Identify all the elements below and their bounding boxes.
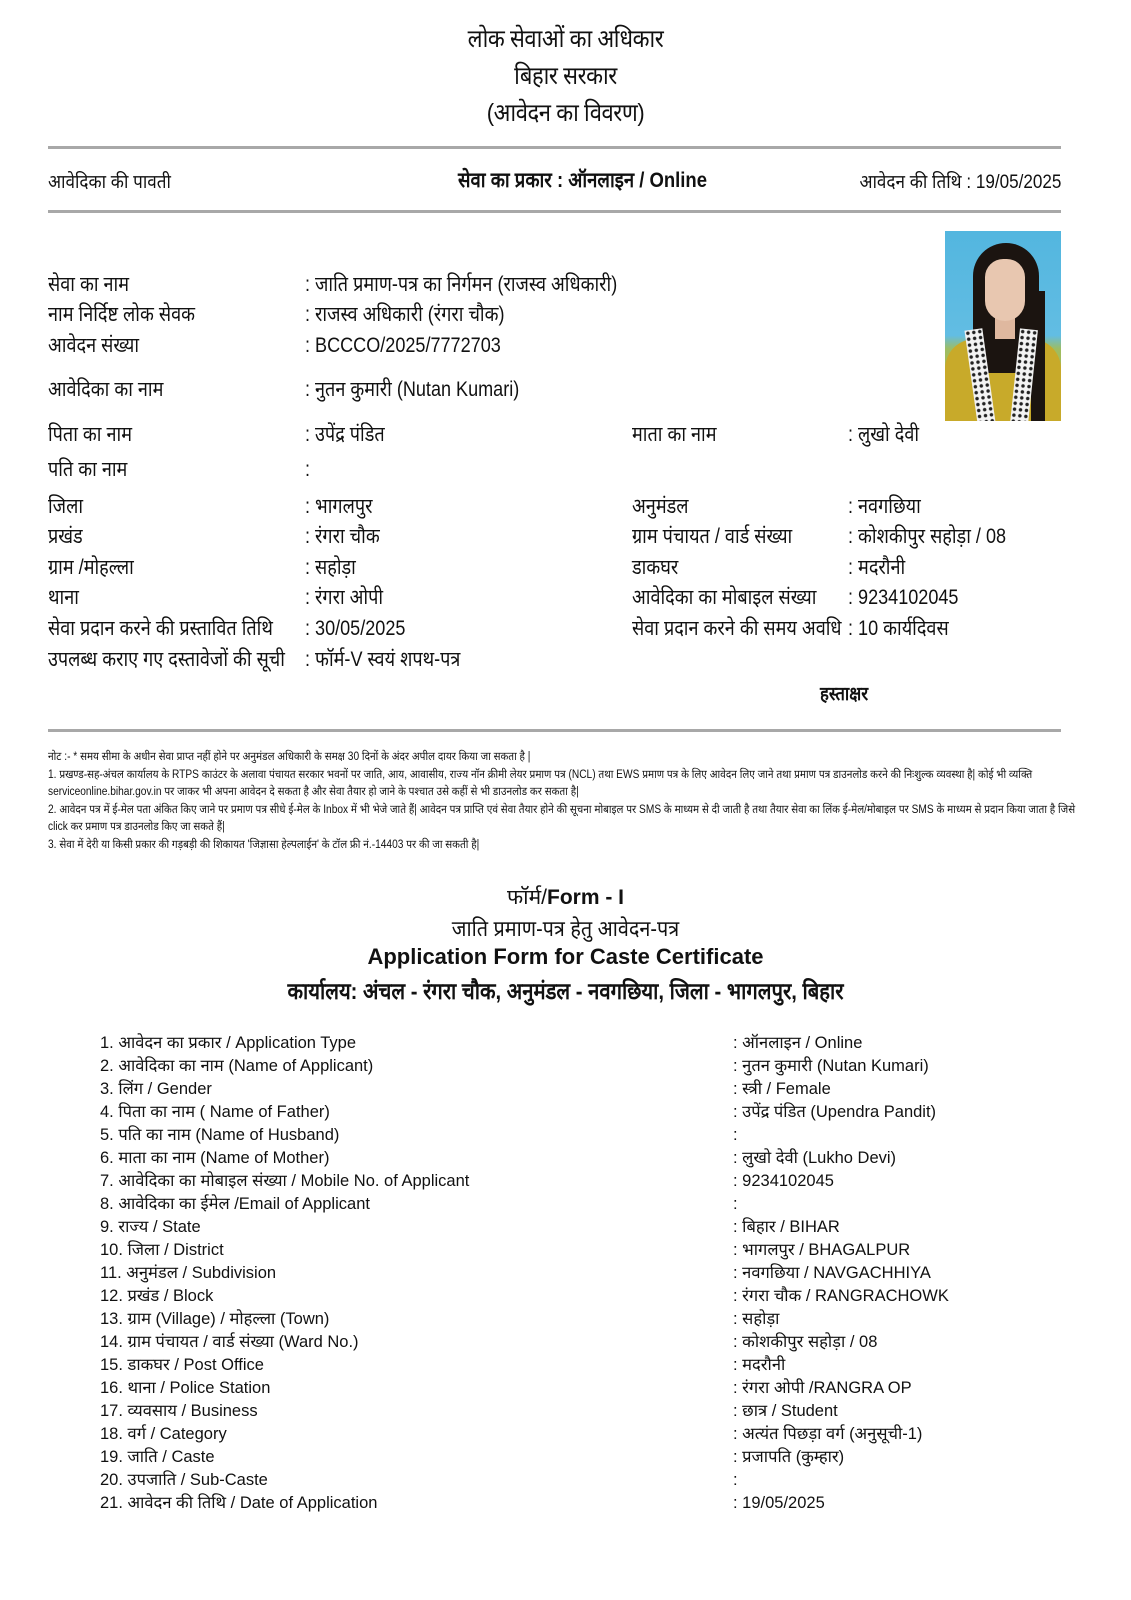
signature-label: हस्ताक्षर bbox=[820, 684, 869, 705]
service-name-value: : जाति प्रमाण-पत्र का निर्गमन (राजस्व अधिकारी) bbox=[305, 273, 618, 296]
applicant-name-value: : नुतन कुमारी (Nutan Kumari) bbox=[305, 378, 520, 401]
form-row-label: 13. ग्राम (Village) / मोहल्ला (Town) bbox=[100, 1310, 330, 1328]
village-value: : सहोड़ा bbox=[305, 556, 356, 579]
father-name-value: : उपेंद्र पंडित bbox=[305, 423, 385, 446]
form-row bbox=[100, 1354, 1060, 1377]
form-row bbox=[100, 1423, 1060, 1446]
form-row bbox=[100, 1147, 1060, 1170]
form-subtitle-hindi: जाति प्रमाण-पत्र हेतु आवेदन-पत्र bbox=[451, 916, 680, 941]
form-row bbox=[100, 1216, 1060, 1239]
notes-section bbox=[48, 749, 1076, 854]
form-row-label: 18. वर्ग / Category bbox=[100, 1425, 227, 1443]
form-row-value: : मदरौनी bbox=[733, 1356, 786, 1374]
form-row-value: : बिहार / BIHAR bbox=[733, 1218, 840, 1236]
form-row-value: : bbox=[733, 1195, 738, 1213]
form-row bbox=[100, 1377, 1060, 1400]
header-title: लोक सेवाओं का अधिकार bbox=[467, 25, 664, 53]
form-row bbox=[100, 1055, 1060, 1078]
form-office: कार्यालय: अंचल - रंगरा चौक, अनुमंडल - नवगछिया, जिला - भागलपुर, बिहार bbox=[287, 978, 844, 1004]
note-1: 1. प्रखण्ड-सह-अंचल कार्यालय के RTPS काउंटर के अलावा पंचायत सरकार भवनों पर जाति, आय, आवासीय, राज्य नॉन क्रीमी लेयर प्रमाण पत्र (NCL) तथा EWS प्रमाण पत्र के लिए आवेदन लिए जाने तथा प्रमाण पत्र डाउनलोड करने की निःशुल्क व्यवस्था है| कोई भी व्यक्ति bbox=[48, 768, 1033, 781]
form-row-value: : रंगरा चौक / RANGRACHOWK bbox=[733, 1287, 949, 1305]
district-label: जिला bbox=[48, 495, 84, 518]
district-value: : भागलपुर bbox=[305, 495, 373, 518]
form-title bbox=[0, 883, 1131, 911]
husband-name-label: पति का नाम bbox=[48, 458, 128, 481]
form-row-label: 1. आवेदन का प्रकार / Application Type bbox=[100, 1034, 357, 1052]
form-row bbox=[100, 1193, 1060, 1216]
form-row-value: : ऑनलाइन / Online bbox=[733, 1034, 863, 1052]
form-fields-list bbox=[100, 1032, 1060, 1515]
form-row bbox=[100, 1400, 1060, 1423]
form-row-label: 14. ग्राम पंचायत / वार्ड संख्या (Ward No.) bbox=[100, 1333, 359, 1351]
public-servant-value: : राजस्व अधिकारी (रंगरा चौक) bbox=[305, 303, 505, 326]
note-3: 3. सेवा में देरी या किसी प्रकार की गड़बड़ी की शिकायत 'जिज्ञासा हेल्पलाईन' के टॉल फ्री नं.-14403 पर की जा सकती है| bbox=[48, 838, 480, 851]
note-2-continued: click कर प्रमाण पत्र डाउनलोड किए जा सकते हैं| bbox=[48, 821, 225, 833]
form-row-label: 4. पिता का नाम ( Name of Father) bbox=[100, 1103, 330, 1121]
form-row-label: 5. पति का नाम (Name of Husband) bbox=[100, 1126, 340, 1144]
form-row bbox=[100, 1308, 1060, 1331]
form-row bbox=[100, 1239, 1060, 1262]
panchayat-ward-value: : कोशकीपुर सहोड़ा / 08 bbox=[848, 525, 1007, 548]
form-row-value: : छात्र / Student bbox=[733, 1402, 838, 1420]
form-row-value: : bbox=[733, 1471, 738, 1489]
form-row-value: : नवगछिया / NAVGACHHIYA bbox=[733, 1264, 931, 1282]
form-subtitle-english: Application Form for Caste Certificate bbox=[367, 944, 764, 969]
form-row-value: : लुखो देवी (Lukho Devi) bbox=[733, 1149, 897, 1167]
form-row bbox=[100, 1078, 1060, 1101]
block-value: : रंगरा चौक bbox=[305, 525, 380, 548]
subdivision-label: अनुमंडल bbox=[632, 495, 689, 518]
form-row-value: : अत्यंत पिछड़ा वर्ग (अनुसूची-1) bbox=[733, 1425, 923, 1443]
form-row-value: : सहोड़ा bbox=[733, 1310, 780, 1328]
header-government: बिहार सरकार bbox=[514, 62, 617, 90]
form-row-label: 19. जाति / Caste bbox=[100, 1448, 215, 1466]
note-header: नोट :- * समय सीमा के अधीन सेवा प्राप्त नहीं होने पर अनुमंडल अधिकारी के समक्ष 30 दिनों के अंदर अपील दायर किया जा सकता है | bbox=[48, 751, 531, 763]
form-row-value: : 9234102045 bbox=[733, 1172, 834, 1190]
form-row bbox=[100, 1446, 1060, 1469]
acknowledgement-label: आवेदिका की पावती bbox=[48, 172, 171, 193]
subdivision-value: : नवगछिया bbox=[848, 495, 921, 518]
form-row bbox=[100, 1331, 1060, 1354]
form-row bbox=[100, 1285, 1060, 1308]
mobile-label: आवेदिका का मोबाइल संख्या bbox=[632, 586, 817, 609]
father-name-label: पिता का नाम bbox=[48, 423, 132, 446]
application-date: आवेदन की तिथि : 19/05/2025 bbox=[859, 172, 1061, 193]
form-row-label: 6. माता का नाम (Name of Mother) bbox=[100, 1149, 330, 1167]
note-1-continued: serviceonline.bihar.gov.in पर जाकर भी अपना आवेदन दे सकता है और सेवा तैयार हो जाने के पश्चात उसे कहीं से भी डाउनलोड कर सकता है| bbox=[48, 786, 579, 798]
form-row-value: : 19/05/2025 bbox=[733, 1494, 825, 1512]
form-row-label: 16. थाना / Police Station bbox=[100, 1379, 271, 1397]
proposed-date-value: : 30/05/2025 bbox=[305, 617, 406, 640]
form-row bbox=[100, 1124, 1060, 1147]
form-title-hindi: फॉर्म/ bbox=[506, 886, 548, 909]
application-number-label: आवेदन संख्या bbox=[48, 334, 140, 357]
form-row-label: 8. आवेदिका का ईमेल /Email of Applicant bbox=[100, 1195, 370, 1213]
form-row bbox=[100, 1469, 1060, 1492]
applicant-photo bbox=[945, 231, 1061, 421]
post-office-label: डाकघर bbox=[632, 556, 679, 579]
block-label: प्रखंड bbox=[48, 525, 83, 548]
header-subtitle: (आवेदन का विवरण) bbox=[486, 99, 645, 127]
form-row-label: 17. व्यवसाय / Business bbox=[100, 1402, 258, 1420]
form-row-label: 2. आवेदिका का नाम (Name of Applicant) bbox=[100, 1057, 374, 1075]
form-row-label: 20. उपजाति / Sub-Caste bbox=[100, 1471, 268, 1489]
form-row-label: 12. प्रखंड / Block bbox=[100, 1287, 214, 1305]
acknowledgement-meta-row bbox=[48, 166, 1061, 196]
service-type: सेवा का प्रकार : ऑनलाइन / Online bbox=[458, 169, 707, 192]
service-name-label: सेवा का नाम bbox=[48, 273, 130, 296]
panchayat-ward-label: ग्राम पंचायत / वार्ड संख्या bbox=[632, 525, 793, 548]
form-row-label: 11. अनुमंडल / Subdivision bbox=[100, 1264, 277, 1282]
form-row bbox=[100, 1262, 1060, 1285]
divider-top bbox=[48, 146, 1061, 149]
form-row-label: 7. आवेदिका का मोबाइल संख्या / Mobile No. of Applicant bbox=[100, 1172, 470, 1190]
mobile-value: : 9234102045 bbox=[848, 586, 959, 609]
service-duration-value: : 10 कार्यदिवस bbox=[848, 617, 949, 640]
form-row-value: : स्त्री / Female bbox=[733, 1080, 831, 1098]
police-station-value: : रंगरा ओपी bbox=[305, 586, 384, 609]
form-row-label: 15. डाकघर / Post Office bbox=[100, 1356, 264, 1374]
form-row-value: : नुतन कुमारी (Nutan Kumari) bbox=[733, 1057, 929, 1075]
documents-list-value: : फॉर्म-V स्वयं शपथ-पत्र bbox=[305, 648, 461, 671]
husband-name-value: : bbox=[305, 458, 311, 481]
form-row bbox=[100, 1492, 1060, 1515]
divider-notes bbox=[48, 729, 1061, 732]
form-title-english: Form - I bbox=[547, 886, 625, 909]
form-row-label: 10. जिला / District bbox=[100, 1241, 224, 1259]
mother-name-label: माता का नाम bbox=[632, 423, 717, 446]
form-row-label: 21. आवेदन की तिथि / Date of Application bbox=[100, 1494, 378, 1512]
police-station-label: थाना bbox=[48, 586, 79, 609]
form-row-label: 3. लिंग / Gender bbox=[100, 1080, 212, 1098]
documents-list-label: उपलब्ध कराए गए दस्तावेजों की सूची bbox=[48, 648, 285, 671]
form-row bbox=[100, 1101, 1060, 1124]
applicant-name-label: आवेदिका का नाम bbox=[48, 378, 164, 401]
village-label: ग्राम /मोहल्ला bbox=[48, 556, 134, 579]
note-2: 2. आवेदन पत्र में ई-मेल पता अंकित किए जाने पर प्रमाण पत्र सीधे ई-मेल के Inbox में भी भेजे जाते हैं| आवेदन पत्र प्राप्ति एवं सेवा तैयार होने की सूचना मोबाइल पर SMS के माध्यम से दी जाती है तथा तैयार सेवा का लिंक ई-मेल/मोबाइल पर SMS के माध्यम से प्रदान किया जाता है जिसे bbox=[48, 803, 1076, 816]
form-row bbox=[100, 1170, 1060, 1193]
form-row-label: 9. राज्य / State bbox=[100, 1218, 201, 1236]
proposed-date-label: सेवा प्रदान करने की प्रस्तावित तिथि bbox=[48, 617, 273, 640]
form-row-value: : उपेंद्र पंडित (Upendra Pandit) bbox=[733, 1103, 937, 1121]
mother-name-value: : लुखो देवी bbox=[848, 423, 920, 446]
service-duration-label: सेवा प्रदान करने की समय अवधि bbox=[632, 617, 842, 640]
form-row-value: : कोशकीपुर सहोड़ा / 08 bbox=[733, 1333, 878, 1351]
form-row-value: : भागलपुर / BHAGALPUR bbox=[733, 1241, 911, 1259]
divider-meta bbox=[48, 210, 1061, 213]
form-row-value: : bbox=[733, 1126, 738, 1144]
application-number-value: : BCCCO/2025/7772703 bbox=[305, 334, 501, 357]
form-row bbox=[100, 1032, 1060, 1055]
form-row-value: : प्रजापति (कुम्हार) bbox=[733, 1448, 845, 1466]
form-row-value: : रंगरा ओपी /RANGRA OP bbox=[733, 1379, 912, 1397]
post-office-value: : मदरौनी bbox=[848, 556, 906, 579]
public-servant-label: नाम निर्दिष्ट लोक सेवक bbox=[48, 303, 195, 326]
